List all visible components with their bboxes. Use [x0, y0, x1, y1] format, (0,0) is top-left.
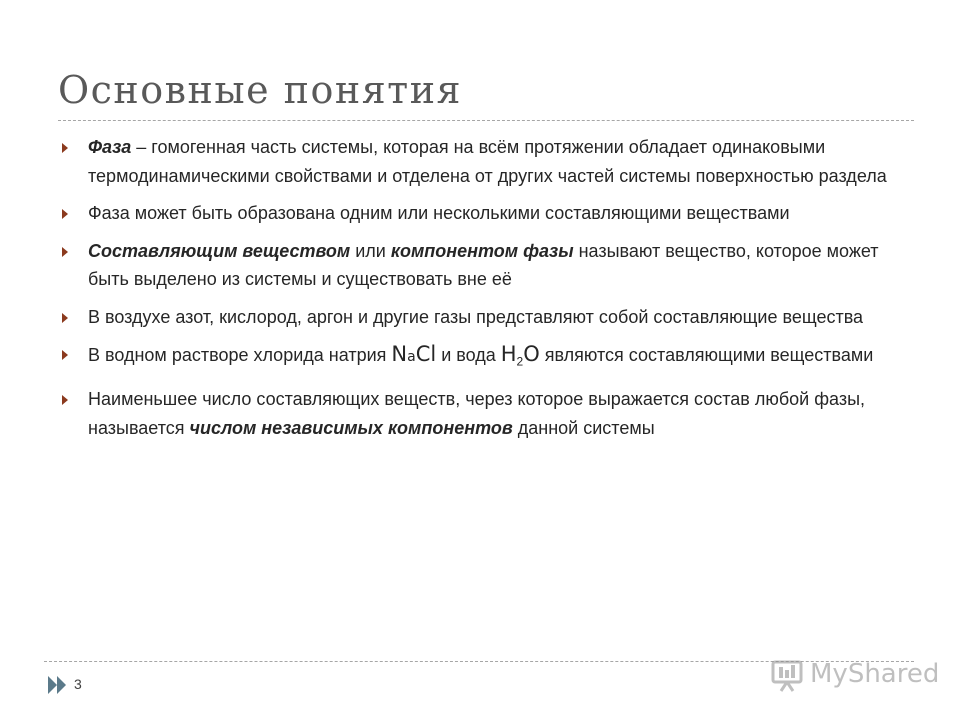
- bullet-item-component-definition: [56, 237, 906, 294]
- slide-title: Основные понятия: [58, 68, 462, 112]
- bullet-text: Фаза может быть образована одним или несколькими составляющими веществами: [88, 203, 790, 223]
- bullet-item-solution-example: [56, 340, 906, 376]
- bullet-text: В водном растворе хлорида натрия: [88, 345, 392, 365]
- watermark-text: MyShared: [810, 659, 940, 689]
- bullet-list: [56, 133, 906, 451]
- formula-water-o: O: [523, 342, 540, 366]
- bullet-item-air-example: [56, 303, 906, 332]
- bullet-arrow-icon: [62, 247, 68, 257]
- bullet-text: данной системы: [512, 417, 655, 438]
- bullet-text: и вода: [436, 345, 501, 365]
- bullet-arrow-icon: [62, 350, 68, 360]
- bullet-arrow-icon: [62, 395, 68, 405]
- bullet-text: В воздухе азот, кислород, аргон и другие газы представляют собой составляющие вещества: [88, 306, 864, 327]
- formula-nacl-n: N: [391, 342, 408, 366]
- bullet-text: или: [350, 240, 391, 261]
- formula-nacl-cl: Cl: [415, 342, 437, 366]
- presentation-board-icon: [770, 657, 806, 693]
- bullet-item-independent-components: [56, 385, 906, 442]
- bullet-text: – гомогенная часть системы, которая на всём протяжении обладает одинаковыми термодинамическими свойствами и отделена от других частей системы поверхностью раздела: [88, 137, 887, 186]
- double-chevron-icon: [46, 674, 70, 696]
- bullet-arrow-icon: [62, 209, 68, 219]
- formula-water-h: H: [500, 342, 517, 366]
- term-independent-components: числом независимых компонентов: [189, 417, 513, 438]
- term-phase: Фаза: [88, 137, 132, 157]
- page-number: 3: [74, 676, 82, 692]
- bullet-arrow-icon: [62, 313, 68, 323]
- bullet-text: являются составляющими веществами: [539, 345, 874, 365]
- bullet-text: называют вещество, которое может быть выделено из системы и существовать вне её: [88, 240, 879, 289]
- title-divider: [58, 120, 914, 121]
- formula-water-subscript: 2: [516, 354, 524, 369]
- bullet-text: Наименьшее число составляющих веществ, через которое выражается состав любой фазы, называется: [88, 389, 866, 438]
- term-constituent-substance: Составляющим веществом: [88, 240, 351, 261]
- bullet-item-phase-composition: [56, 199, 906, 228]
- term-phase-component: компонентом фазы: [390, 240, 574, 261]
- formula-nacl-a: a: [407, 349, 416, 365]
- bullet-arrow-icon: [62, 143, 68, 153]
- watermark-logo: [768, 655, 940, 697]
- bullet-item-phase-definition: [56, 133, 906, 190]
